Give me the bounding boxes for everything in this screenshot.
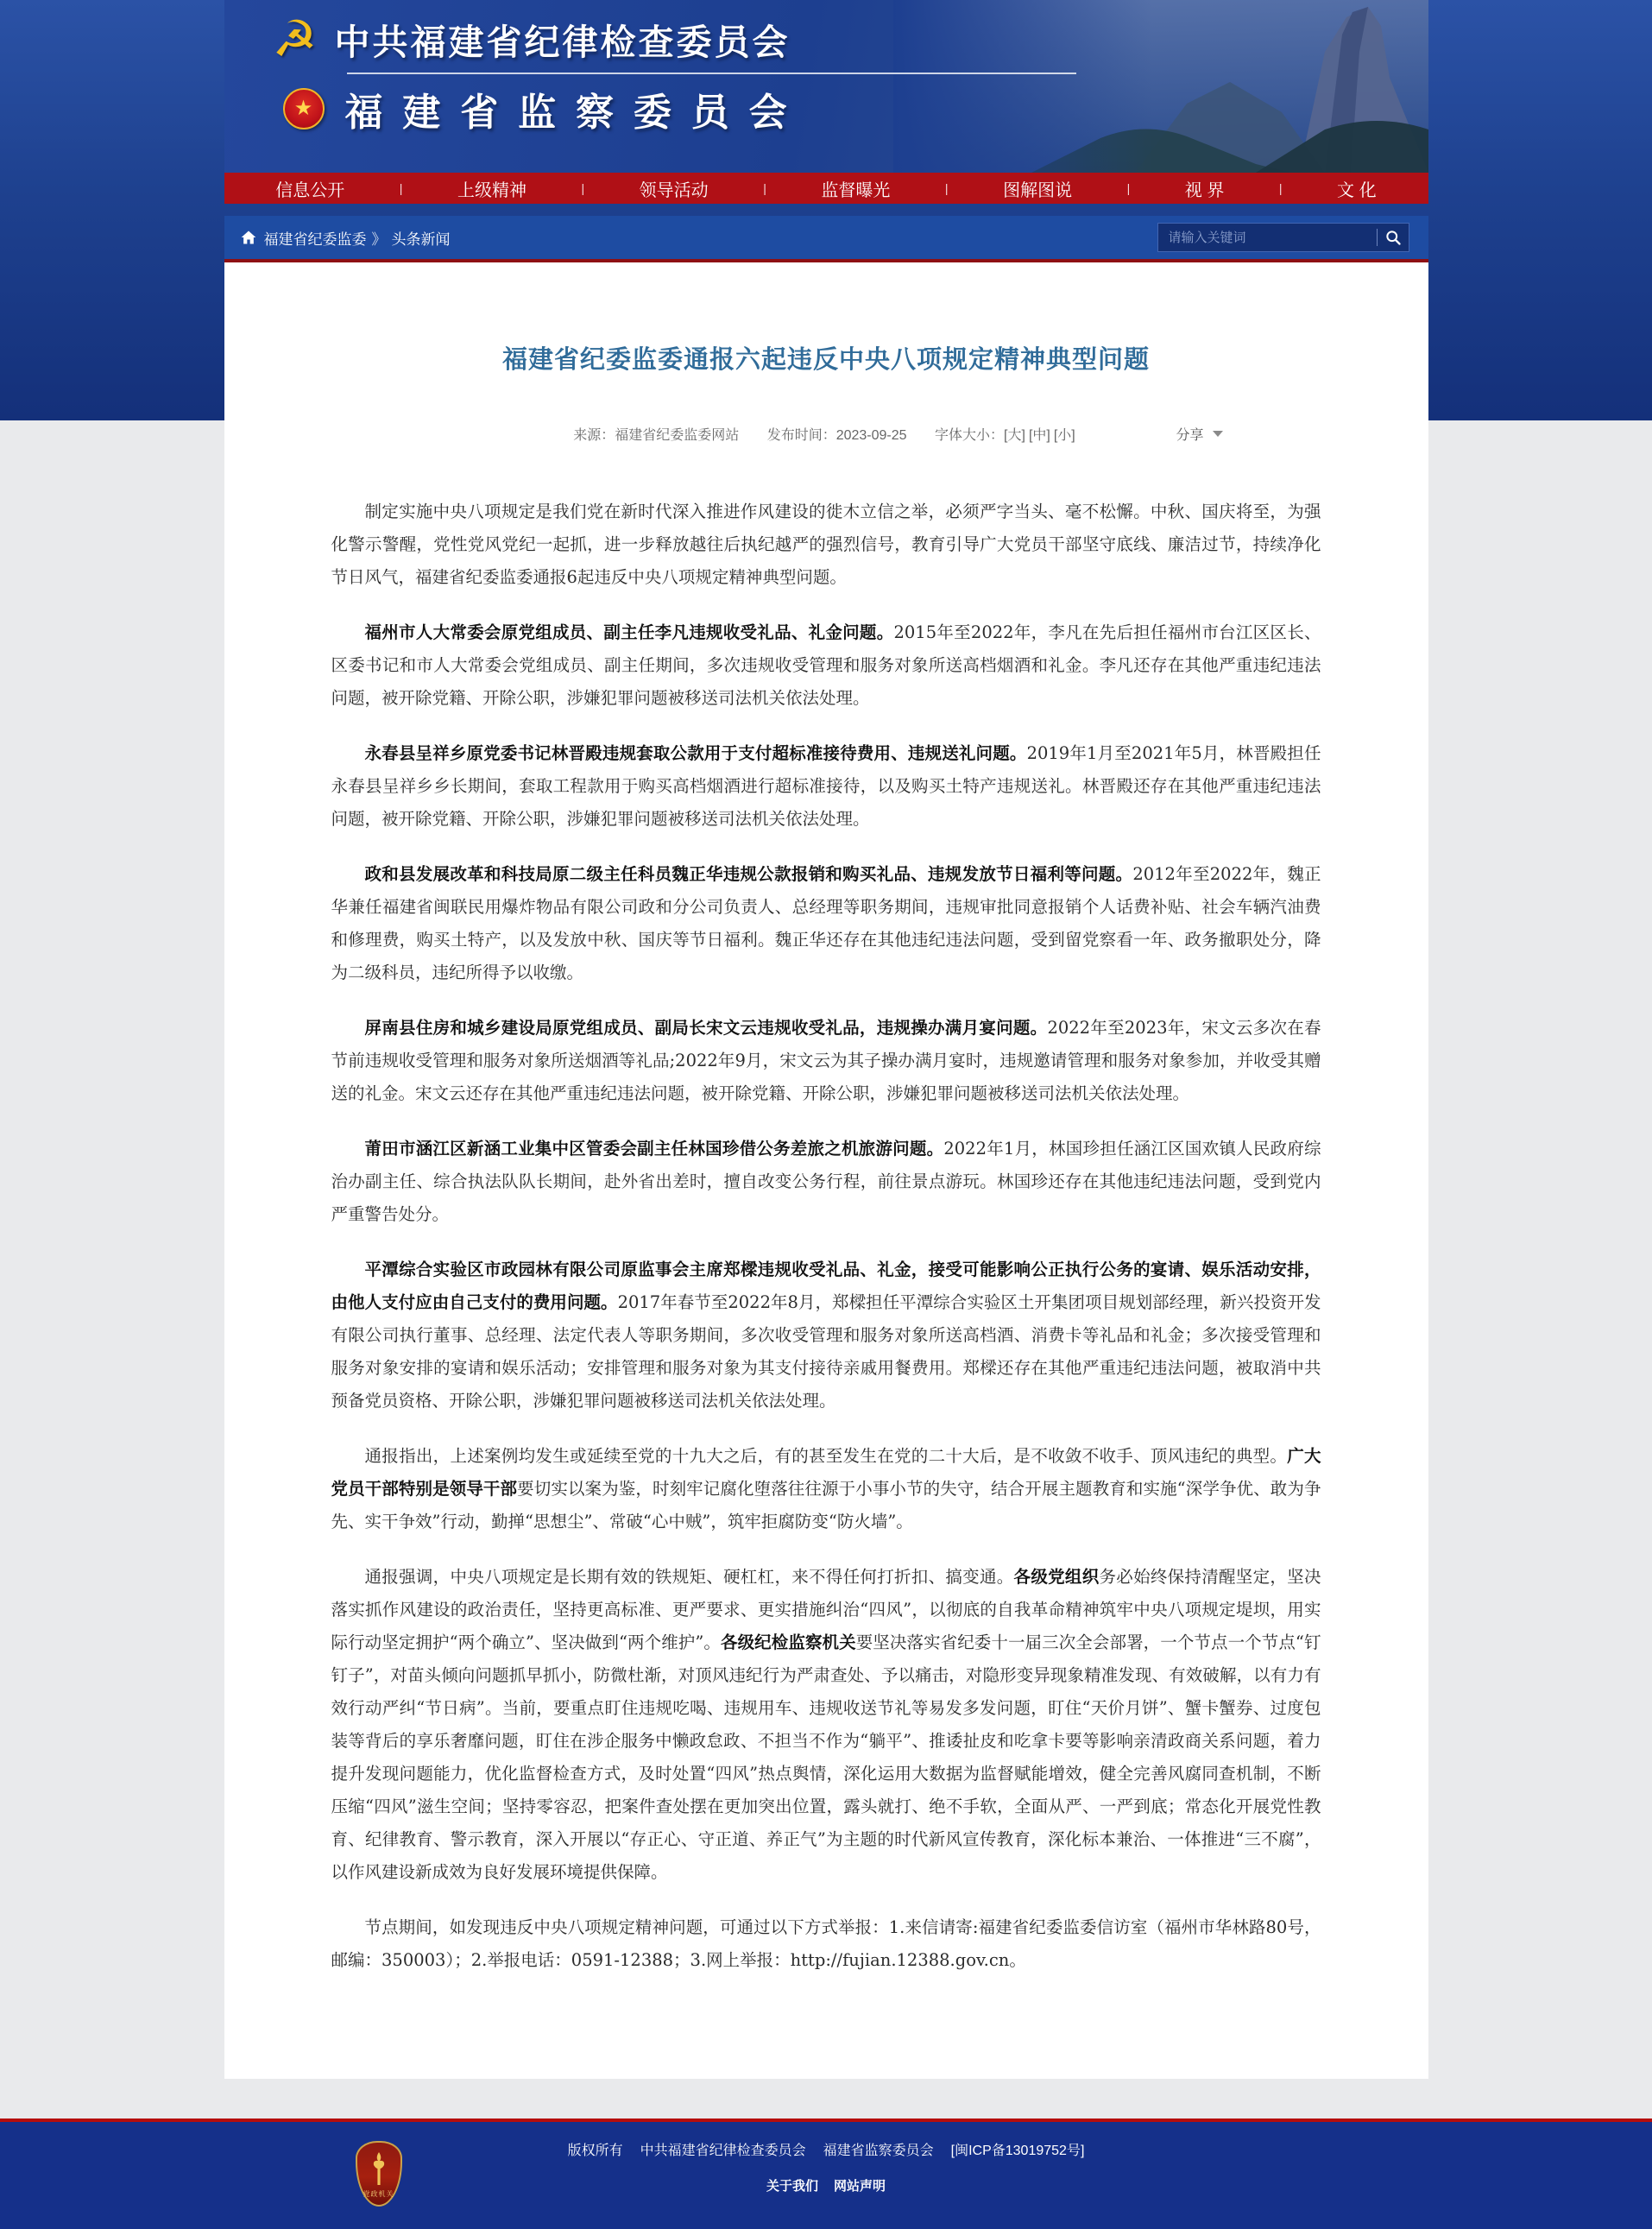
- footer-copyright: [224, 2139, 1428, 2159]
- paragraph-text: 2019年1月至2021年5月，林晋殿担任永春县呈祥乡乡长期间，套取工程款用于购买高档烟酒进行超标准接待，以及购买土特产违规送礼。林晋殿还存在其他严重违纪违法问题，被开除党籍、开除公职，涉嫌犯罪问题被移送司法机关依法处理。: [331, 743, 1321, 829]
- article-paragraph-9: [331, 1561, 1321, 1889]
- search-box: [1157, 223, 1409, 252]
- fontsize-button-3[interactable]: [小]: [1053, 428, 1075, 443]
- paragraph-text: 2017年春节至2022年8月，郑樑担任平潭综合实验区土开集团项目规划部经理，新兴投资开发有限公司执行董事、总经理、法定代表人等职务期间，多次收受管理和服务对象所送高档酒、消费卡等礼品和礼金；多次接受管理和服务对象安排的宴请和娱乐活动；安排管理和服务对象为其支付接待亲戚用餐费用。郑樑还存在其他严重违纪违法问题，被取消中共预备党员资格、开除公职，涉嫌犯罪问题被移送司法机关依法处理。: [331, 1292, 1321, 1411]
- nav-separator: |: [763, 181, 766, 195]
- paragraph-bold-lead: 平潭综合实验区市政园林有限公司原监事会主席郑樑违规收受礼品、礼金，接受可能影响公正执行公务的宴请、娱乐活动安排，由他人支付应由自己支付的费用问题。: [331, 1260, 1321, 1312]
- article-body: [331, 496, 1321, 1977]
- logo-divider: [347, 73, 1076, 74]
- article-paragraph-4: [331, 858, 1321, 989]
- footer-link-2[interactable]: 网站声明: [834, 2179, 886, 2194]
- site-title-line2: 福建省监察委员会: [344, 92, 807, 134]
- nav-separator: |: [399, 181, 403, 195]
- page-title: 福建省纪委监委通报六起违反中央八项规定精神典型问题: [501, 346, 1150, 374]
- share-label: 分享: [1176, 428, 1204, 443]
- meta-fontsize: [935, 428, 1079, 443]
- site-logo-block: [224, 0, 1428, 136]
- paragraph-bold-lead: 永春县呈祥乡原党委书记林晋殿违规套取公款用于支付超标准接待费用、违规送礼问题。: [364, 743, 1027, 763]
- paragraph-bold-lead: 屏南县住房和城乡建设局原党组成员、副局长宋文云违规收受礼品，违规操办满月宴问题。: [364, 1018, 1048, 1038]
- paragraph-text: 要坚决落实省纪委十一届三次全会部署，一个节点一个节点“钉钉子”，对苗头倾向问题抓早抓小，防微杜渐，对顶风违纪行为严肃查处、予以痛击，对隐形变异现象精准发现、有效破解，以有力有效行动严纠“节日病”。当前，要重点盯住违规吃喝、违规用车、违规收送节礼等易发多发问题，盯住“天价月饼”、蟹卡蟹券、过度包装等背后的享乐奢靡问题，盯住在涉企服务中懒政怠政、不担当不作为“躺平”、推诿扯皮和吃拿卡要等影响亲清政商关系问题，着力提升发现问题能力，优化监督检查方式，及时处置“四风”热点舆情，深化运用大数据为监督赋能增效，健全完善风腐同查机制，不断压缩“四风”滋生空间；坚持零容忍，把案件查处摆在更加突出位置，露头就打、绝不手软，全面从严、一严到底；常态化开展党性教育、纪律教育、警示教育，深入开展以“存正心、守正道、养正气”为主题的时代新风宣传教育，深化标本兼治、一体推进“三不腐”，以作风建设新成效为良好发展环境提供保障。: [331, 1632, 1321, 1882]
- nav-separator: |: [1126, 181, 1131, 195]
- footer-copyright-part-2: 中共福建省纪律检查委员会: [640, 2144, 806, 2158]
- breadcrumb-current[interactable]: 头条新闻: [391, 230, 451, 248]
- badge-torch-icon: [371, 2152, 387, 2185]
- paragraph-bold-lead: 福州市人大常委会原党组成员、副主任李凡违规收受礼品、礼金问题。: [364, 622, 894, 642]
- article-paragraph-10: [331, 1911, 1321, 1977]
- footer-copyright-part-4: [闽ICP备13019752号]: [950, 2144, 1085, 2158]
- breadcrumb-bar: [224, 216, 1428, 259]
- article-paragraph-6: [331, 1133, 1321, 1231]
- article-paragraph-8: [331, 1440, 1321, 1538]
- nav-item-2[interactable]: 上级精神: [457, 180, 526, 200]
- nav-separator: |: [581, 181, 585, 195]
- nav-item-7[interactable]: 文 化: [1337, 180, 1377, 200]
- fontsize-button-2[interactable]: [中]: [1028, 428, 1050, 443]
- site-title-line1: 中共福建省纪律检查委员会: [334, 22, 791, 62]
- paragraph-text: 2012年至2022年，魏正华兼任福建省闽联民用爆炸物品有限公司政和分公司负责人、总经理等职务期间，违规审批同意报销个人话费补贴、社会车辆汽油费和修理费，购买土特产，以及发放中秋、国庆等节日福利。魏正华还存在其他违纪违法问题，受到留党察看一年、政务撤职处分，降为二级科员，违纪所得予以收缴。: [331, 864, 1321, 982]
- nav-item-1[interactable]: 信息公开: [275, 180, 345, 200]
- paragraph-text: 要切实以案为鉴，时刻牢记腐化堕落往往源于小事小节的失守，结合开展主题教育和实施“深学争优、敢为争先、实干争效”行动，勤掸“思想尘”、常破“心中贼”，筑牢拒腐防变“防火墙”。: [331, 1479, 1321, 1531]
- share-control[interactable]: [1176, 424, 1222, 444]
- nav-item-4[interactable]: 监督曝光: [821, 180, 891, 200]
- article-paragraph-7: [331, 1253, 1321, 1418]
- nav-item-6[interactable]: 视 界: [1184, 180, 1225, 200]
- site-banner: [224, 0, 1428, 173]
- search-button[interactable]: [1384, 229, 1402, 246]
- breadcrumb-separator: 》: [371, 230, 387, 248]
- meta-publish-time: 发布时间：2023-09-25: [766, 428, 907, 443]
- article-meta: [224, 424, 1428, 444]
- article-paragraph-3: [331, 737, 1321, 836]
- paragraph-text: 节点期间，如发现违反中央八项规定精神问题，可通过以下方式举报：1.来信请寄:福建省纪委监委信访室（福州市华林路80号，邮编：350003）；2.举报电话：0591-12388；3.网上举报：http://fujian.12388.gov.cn。: [331, 1917, 1321, 1970]
- paragraph-bold-lead: 各级纪检监察机关: [721, 1632, 856, 1652]
- search-icon: [1384, 229, 1402, 246]
- nav-item-3[interactable]: 领导活动: [639, 180, 709, 200]
- paragraph-text: 通报指出，上述案例均发生或延续至党的十九大之后，有的甚至发生在党的二十大后，是不收敛不收手、顶风违纪的典型。: [364, 1446, 1288, 1466]
- paragraph-bold-lead: 政和县发展改革和科技局原二级主任科员魏正华违规公款报销和购买礼品、违规发放节日福利等问题。: [364, 864, 1133, 884]
- search-input[interactable]: [1169, 230, 1370, 245]
- nav-separator: |: [1278, 181, 1283, 195]
- article-paragraph-1: [331, 496, 1321, 594]
- footer-links: [224, 2176, 1428, 2194]
- site-footer: [0, 2122, 1652, 2229]
- page-container: [224, 0, 1428, 2118]
- share-caret-icon: [1213, 431, 1223, 437]
- footer-copyright-part-1: 版权所有: [567, 2144, 623, 2158]
- home-icon[interactable]: [240, 229, 257, 246]
- paragraph-text: 2015年至2022年，李凡在先后担任福州市台江区区长、区委书记和市人大常委会党组成员、副主任期间，多次违规收受管理和服务对象所送高档烟酒和礼金。李凡还存在其他严重违纪违法问题，被开除党籍、开除公职，涉嫌犯罪问题被移送司法机关依法处理。: [331, 622, 1321, 708]
- footer-inner: [224, 2122, 1428, 2229]
- gov-badge-icon[interactable]: [356, 2141, 402, 2207]
- paragraph-bold-lead: 莆田市涵江区新涵工业集中区管委会副主任林国珍借公务差旅之机旅游问题。: [364, 1139, 944, 1159]
- paragraph-text: 制定实施中央八项规定是我们党在新时代深入推进作风建设的徙木立信之举，必须严字当头、毫不松懈。中秋、国庆将至，为强化警示警醒，党性党风党纪一起抓，进一步释放越往后执纪越严的强烈信号，教育引导广大党员干部坚守底线、廉洁过节，持续净化节日风气，福建省纪委监委通报6起违反中央八项规定精神典型问题。: [331, 502, 1321, 587]
- party-emblem-icon: ☭: [272, 10, 318, 67]
- footer-link-1[interactable]: 关于我们: [766, 2179, 818, 2194]
- search-divider: [1377, 229, 1378, 246]
- article-paragraph-2: [331, 616, 1321, 715]
- paragraph-text: 务必始终保持清醒坚定，坚决落实抓作风建设的政治责任，坚持更高标准、更严要求、更实措施纠治“四风”，以彻底的自我革命精神筑牢中央八项规定堤坝，用实际行动坚定拥护“两个确立”、坚决做到“两个维护”。: [331, 1567, 1321, 1652]
- nav-item-5[interactable]: 图解图说: [1003, 180, 1073, 200]
- fontsize-button-1[interactable]: [大]: [1004, 428, 1025, 443]
- footer-copyright-part-3: 福建省监察委员会: [823, 2144, 934, 2158]
- nav-separator: |: [944, 181, 949, 195]
- gov-badge-label: 党政机关: [363, 2190, 394, 2198]
- meta-source: 来源：福建省纪委监委网站: [573, 428, 740, 443]
- paragraph-bold-lead: 各级党组织: [1013, 1567, 1100, 1587]
- main-nav: [224, 173, 1428, 204]
- paragraph-text: 2022年1月，林国珍担任涵江区国欢镇人民政府综治办副主任、综合执法队队长期间，赴外省出差时，擅自改变公务行程，前往景点游玩。林国珍还存在其他违纪违法问题，受到党内严重警告处分。: [331, 1139, 1321, 1224]
- paragraph-text: 2022年至2023年，宋文云多次在春节前违规收受管理和服务对象所送烟酒等礼品;2022年9月，宋文云为其子操办满月宴时，违规邀请管理和服务对象参加，并收受其赠送的礼金。宋文云还存在其他严重违纪违法问题，被开除党籍、开除公职，涉嫌犯罪问题被移送司法机关依法处理。: [331, 1018, 1321, 1103]
- paragraph-text: 通报强调，中央八项规定是长期有效的铁规矩、硬杠杠，来不得任何打折扣、搞变通。: [364, 1567, 1014, 1587]
- breadcrumb-root[interactable]: 福建省纪委监委: [263, 230, 367, 248]
- footer-gap: [224, 2079, 1428, 2118]
- meta-fontsize-label: 字体大小：: [935, 428, 1005, 443]
- national-emblem-icon: ★: [283, 88, 325, 129]
- article-paragraph-5: [331, 1012, 1321, 1110]
- breadcrumb: [240, 227, 451, 249]
- nav-crumb-gap: [224, 204, 1428, 216]
- paragraph-bold-lead: 广大党员干部特别是领导干部: [331, 1446, 1321, 1499]
- article-card: [224, 262, 1428, 2079]
